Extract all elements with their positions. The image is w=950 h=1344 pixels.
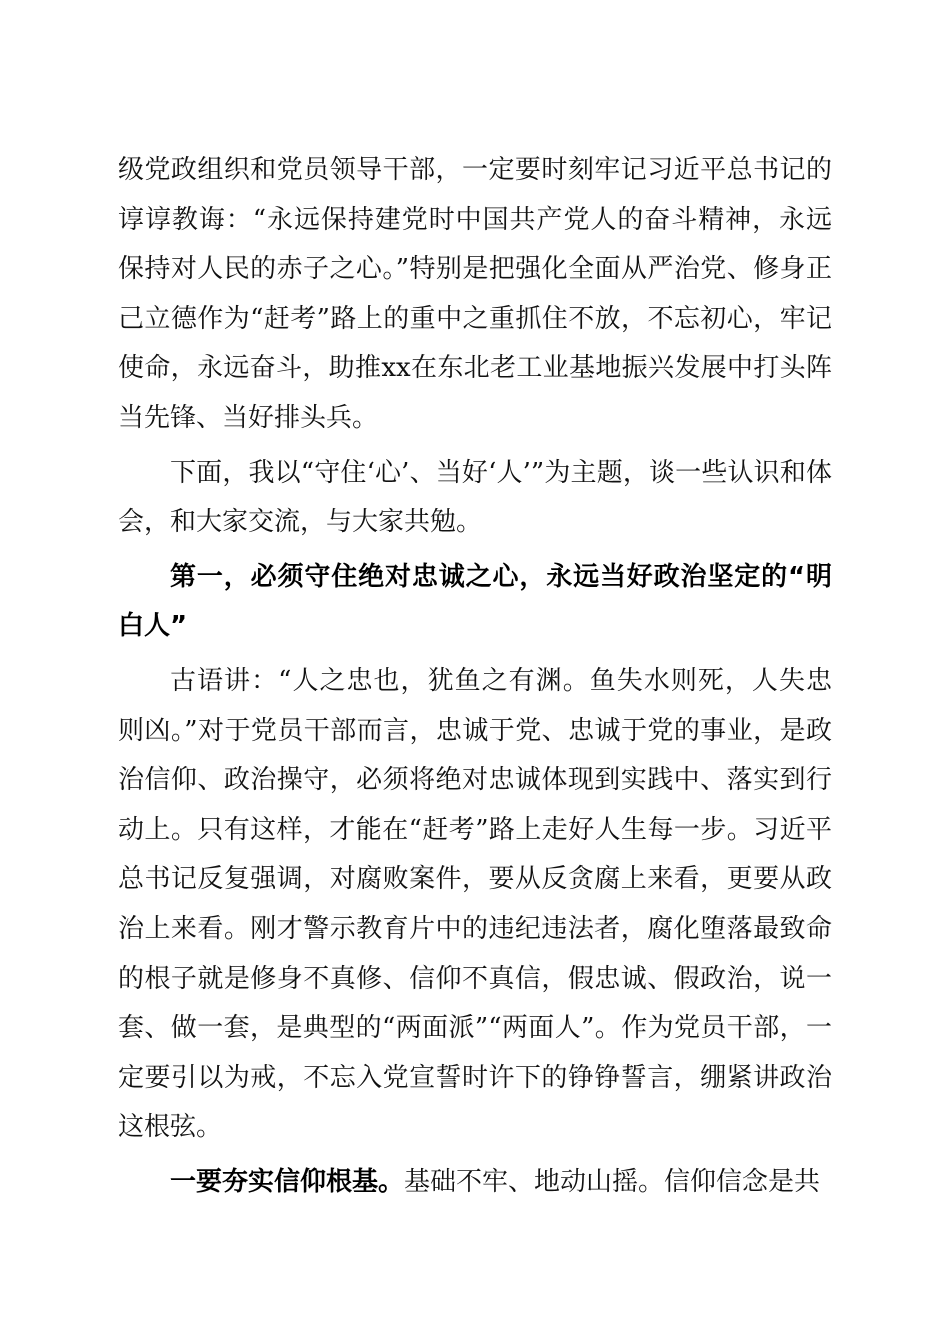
paragraph-theme-intro: 下面，我以“守住‘心’、当好‘人’”为主题，谈一些认识和体会，和大家交流，与大家共勉。 — [118, 457, 832, 538]
paragraph-lead-body: 基础不牢、地动山摇。信仰信念是共 — [404, 1166, 821, 1197]
section-heading: 第一，必须守住绝对忠诚之心，永远当好政治坚定的“明白人” — [118, 561, 832, 642]
paragraph-continued: 级党政组织和党员领导干部，一定要时刻牢记习近平总书记的谆谆教诲：“永远保持建党时中国共产党人的奋斗精神，永远保持对人民的赤子之心。”特别是把强化全面从严治党、修身正己立德作为“赶考”路上的重中之重抓住不放，不忘初心，牢记使命，永远奋斗，助推xx在东北老工业基地振兴发展中打头阵当先锋、当好排头兵。 — [118, 155, 832, 433]
paragraph-loyalty: 古语讲：“人之忠也，犹鱼之有渊。鱼失水则死，人失忠则凶。”对于党员干部而言，忠诚于党、忠诚于党的事业，是政治信仰、政治操守，必须将绝对忠诚体现到实践中、落实到行动上。只有这样，才能在“赶考”路上走好人生每一步。习近平总书记反复强调，对腐败案件，要从反贪腐上来看，更要从政治上来看。刚才警示教育片中的违纪违法者，腐化堕落最致命的根子就是修身不真修、信仰不真信，假忠诚、假政治，说一套、做一套，是典型的“两面派”“两面人”。作为党员干部，一定要引以为戒，不忘入党宣誓时许下的铮铮誓言，绷紧讲政治这根弦。 — [118, 665, 832, 1143]
paragraph-faith-foundation — [118, 1158, 832, 1208]
document-body — [118, 146, 832, 1207]
paragraph-lead-phrase: 一要夯实信仰根基。 — [170, 1166, 405, 1197]
